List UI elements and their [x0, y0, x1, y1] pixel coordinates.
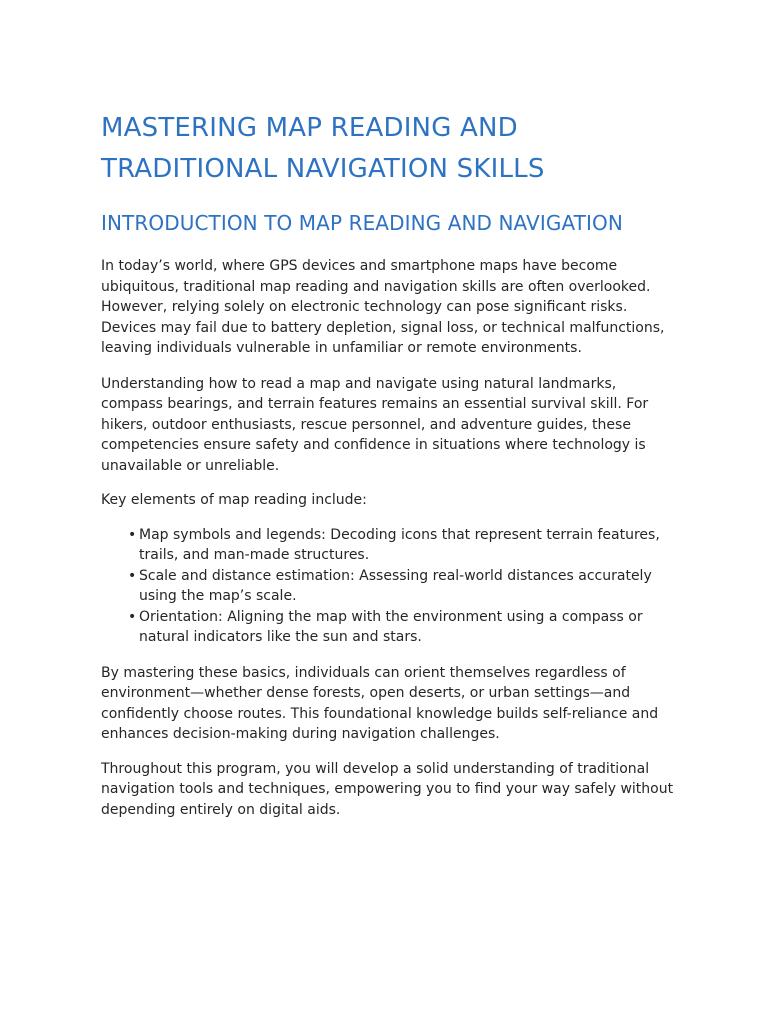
list-item-text: Map symbols and legends: Decoding icons that represent terrain features, trails, and man-made structures. [139, 526, 660, 563]
section-heading: INTRODUCTION TO MAP READING AND NAVIGATION [101, 211, 623, 235]
bullet-marker: • [128, 567, 137, 584]
document-page [101, 108, 676, 820]
document-title: MASTERING MAP READING AND TRADITIONAL NAVIGATION SKILLS [101, 113, 545, 184]
paragraph-intro: In today’s world, where GPS devices and smartphone maps have become ubiquitous, traditional map reading and navigation skills are often overlooked. However, relying solely on electronic technology can pose significant risks. Devices may fail due to battery depletion, signal loss, or technical malfunctions, leaving individuals vulnerable in unfamiliar or remote environments. [101, 258, 665, 356]
list-item [128, 525, 676, 566]
paragraph-program: Throughout this program, you will develop a solid understanding of traditional navigation tools and techniques, empowering you to find your way safely without depending entirely on digital aids. [101, 760, 674, 818]
bullet-marker: • [128, 526, 137, 543]
list-item-text: Scale and distance estimation: Assessing real-world distances accurately using the map’s scale. [139, 567, 652, 604]
list-item [128, 566, 676, 607]
list-item [128, 607, 676, 648]
paragraph-mastering: By mastering these basics, individuals can orient themselves regardless of environment—whether dense forests, open deserts, or urban settings—and confidently choose routes. This foundational knowledge builds self-reliance and enhances decision-making during navigation challenges. [101, 664, 659, 742]
bullet-marker: • [128, 608, 137, 625]
key-elements-list [101, 525, 676, 648]
paragraph-understanding: Understanding how to read a map and navigate using natural landmarks, compass bearings, and terrain features remains an essential survival skill. For hikers, outdoor enthusiasts, rescue personnel, and adventure guides, these competencies ensure safety and confidence in situations where technology is unavailable or unreliable. [101, 375, 649, 474]
paragraph-key-elements-lead: Key elements of map reading include: [101, 492, 367, 508]
list-item-text: Orientation: Aligning the map with the environment using a compass or natural indicators like the sun and stars. [139, 608, 643, 645]
